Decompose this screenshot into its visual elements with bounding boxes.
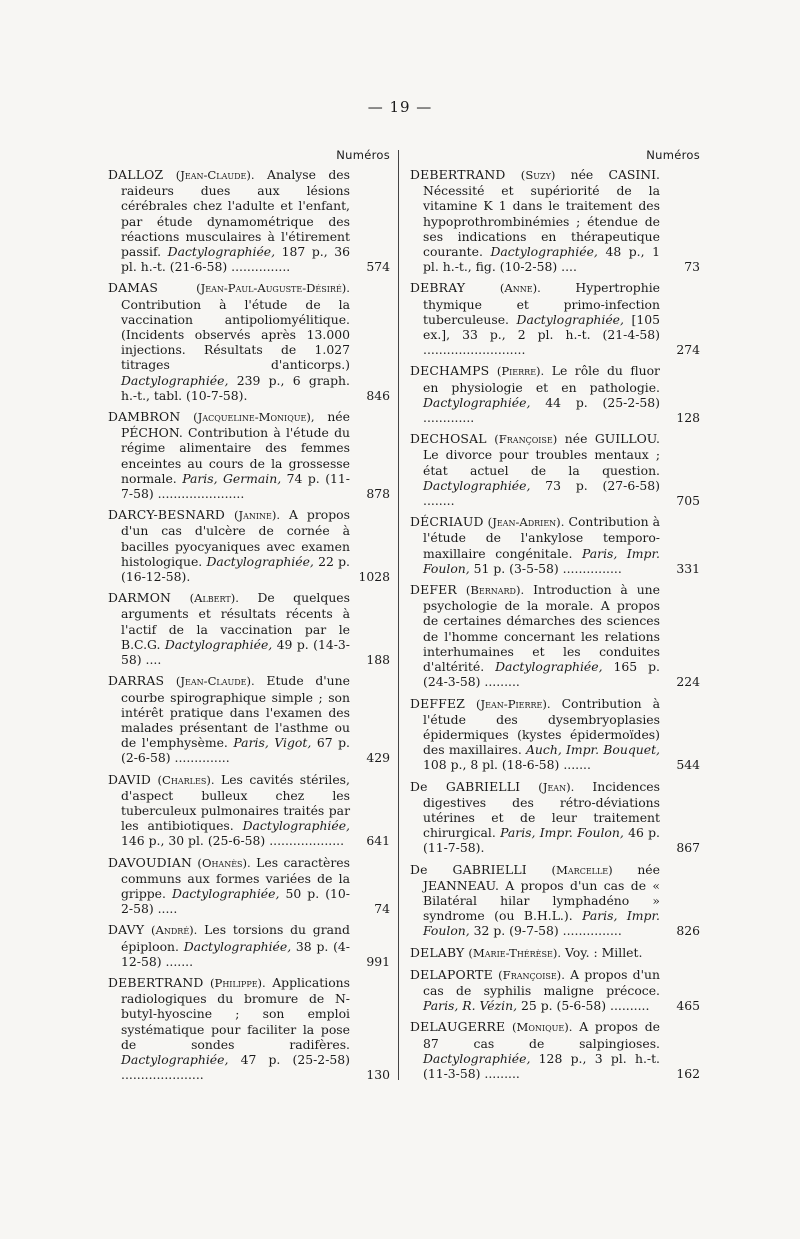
entry-number: 274 <box>676 342 700 358</box>
author-name: DARMON <box>108 590 172 606</box>
entry-publisher: Dactylographiée, <box>423 477 531 493</box>
entry-number: 130 <box>366 1067 390 1083</box>
author-name: DEFER <box>410 582 457 598</box>
index-entry <box>410 1019 700 1081</box>
entry-publisher: Dactylographiée, <box>121 1051 229 1067</box>
entry-details: 49 p. (14-3-58) .... <box>121 636 350 668</box>
entry-number: 867 <box>676 840 700 856</box>
index-entry <box>410 945 700 961</box>
entry-publisher: Paris, Impr. Foulon, <box>423 908 660 939</box>
author-name: DARRAS <box>108 673 165 689</box>
entry-number: 544 <box>676 757 700 773</box>
author-given-name: (Anne). <box>499 281 541 296</box>
entry-text <box>108 409 350 501</box>
entry-publisher: Dactylographiée, <box>164 636 273 652</box>
column-header: Numéros <box>336 148 390 162</box>
author-given-name: (Charles). <box>157 772 215 787</box>
entry-text <box>410 696 660 773</box>
entry-text <box>108 590 350 667</box>
author-given-name: (Pierre). <box>496 364 545 379</box>
entry-number: 991 <box>366 953 390 969</box>
entry-publisher: Dactylographiée, <box>490 244 598 260</box>
author-given-name: (Jean-Pierre). <box>476 696 551 711</box>
entry-title: Contribution à l'étude des dysembryoplasies épidermiques (kystes épidermoïdes) des maxillaires. <box>423 695 660 758</box>
author-name: DAMAS <box>108 280 159 296</box>
entry-details: 50 p. (10-2-58) ..... <box>121 885 350 917</box>
index-entry <box>410 696 700 773</box>
entry-title: Contribution à l'étude de l'ankylose temporo-maxillaire congénitale. <box>423 514 660 561</box>
entry-details: 48 p., 1 pl. h.-t., fig. (10-2-58) .... <box>423 244 660 275</box>
author-given-name: (Albert). <box>189 591 239 606</box>
index-entry <box>108 280 390 403</box>
entry-text <box>108 507 350 584</box>
author-name: DAVOUDIAN <box>108 854 193 870</box>
column-divider <box>398 150 399 1080</box>
page-number: — 19 — <box>367 98 433 116</box>
author-name: DEFFEZ <box>410 695 466 711</box>
author-name: DELAPORTE <box>410 966 493 982</box>
entry-title: A propos de 87 cas de salpingioses. <box>423 1019 660 1051</box>
author-name: DECHAMPS <box>410 363 490 379</box>
author-given-name: (Jean). <box>538 779 575 794</box>
entry-number: 224 <box>676 674 700 690</box>
index-entry <box>410 862 700 939</box>
index-entry <box>410 167 700 274</box>
entry-title: Les torsions du grand épiploon. <box>121 922 350 954</box>
entry-publisher: Dactylographiée, <box>242 818 350 834</box>
entry-text <box>108 280 350 403</box>
author-name: De GABRIELLI <box>410 778 521 794</box>
entry-details: 25 p. (5-6-58) .......... <box>521 998 650 1014</box>
author-name: DAVID <box>108 771 152 787</box>
entry-title: Le rôle du fluor en physiologie et en pathologie. <box>423 363 660 395</box>
entry-publisher: Auch, Impr. Bouquet, <box>525 742 660 758</box>
author-given-name: (Jean-Paul-Auguste-Désiré). <box>196 281 350 296</box>
entry-text <box>108 922 350 969</box>
entry-title: Les cavités stériles, d'aspect bulleux chez les tuberculeux pulmonaires traités par les antibiotiques. <box>121 771 350 834</box>
entry-title: De quelques arguments et résultats récents à l'actif de la vaccination par le B.C.G. <box>121 590 350 652</box>
entry-publisher: Dactylographiée, <box>495 659 603 675</box>
entry-number: 429 <box>366 750 390 766</box>
entry-text <box>410 862 660 939</box>
index-entry <box>108 975 390 1082</box>
entry-text <box>410 167 660 274</box>
author-name: De GABRIELLI <box>410 861 527 877</box>
entry-details: 47 p. (25-2-58) ..................... <box>121 1051 350 1083</box>
entry-title: Etude d'une courbe spirographique simple ; son intérêt pratique dans l'examen des malades présentant de l'asthme ou de l'emphysème. <box>121 673 350 751</box>
column-header: Numéros <box>646 148 700 162</box>
author-given-name: (Marcelle) <box>551 862 613 877</box>
author-given-name: (Françoise) <box>494 432 558 447</box>
entry-text <box>108 855 350 917</box>
entry-publisher: Paris, Impr. Foulon, <box>423 545 660 576</box>
entry-details: 239 p., 6 graph. h.-t., tabl. (10-7-58). <box>121 372 350 403</box>
entry-text <box>410 945 660 961</box>
entry-title: née PÉCHON. Contribution à l'étude du régime alimentaire des femmes enceintes au cours de la grossesse normale. <box>121 409 350 486</box>
entry-number: 74 <box>374 901 390 917</box>
entry-publisher: Dactylographiée, <box>516 311 624 327</box>
entry-title: Les caractères communs aux formes variées de la grippe. <box>121 854 350 901</box>
entry-title: Voy. : Millet. <box>564 944 643 960</box>
author-name: DARCY-BESNARD <box>108 507 225 523</box>
author-name: DAVY <box>108 922 145 938</box>
entry-text <box>108 673 350 765</box>
author-given-name: (Janine). <box>233 508 281 523</box>
entry-number: 162 <box>676 1065 700 1081</box>
author-given-name: (Marie-Thérèse). <box>468 945 562 960</box>
right-column <box>410 148 700 1087</box>
index-entry <box>410 514 700 576</box>
entry-details: 32 p. (9-7-58) ............... <box>473 923 622 939</box>
left-column <box>108 148 390 1088</box>
index-entry <box>108 855 390 917</box>
entry-text <box>410 431 660 508</box>
entry-publisher: Paris, Vigot, <box>233 735 312 751</box>
entry-number: 705 <box>676 493 700 509</box>
index-entry <box>108 590 390 667</box>
index-entry <box>410 967 700 1014</box>
entry-title: Applications radiologiques du bromure de N-butyl-hyoscine ; son emploi systématique pour faciliter la pose de sondes radifères. <box>121 974 350 1052</box>
author-given-name: (Bernard). <box>465 583 525 598</box>
entry-text <box>108 772 350 849</box>
author-name: DELABY <box>410 944 465 960</box>
entry-title: Hypertrophie thymique et primo-infection tuberculeuse. <box>423 280 660 327</box>
entry-publisher: Dactylographiée, <box>423 394 531 410</box>
author-name: DECHOSAL <box>410 431 487 447</box>
entry-number: 878 <box>366 486 390 502</box>
index-entry <box>410 431 700 508</box>
entry-number: 73 <box>684 259 700 275</box>
index-entry <box>108 673 390 765</box>
entry-number: 128 <box>676 410 700 426</box>
entry-publisher: Dactylographiée, <box>172 885 280 901</box>
entry-title: Contribution à l'étude de la vaccination antipoliomyélitique. (Incidents observés après 13.000 injections. Résultats de 1.027 titrages d'anticorps.) <box>121 296 350 373</box>
entry-details: 187 p., 36 pl. h.-t. (21-6-58) ............... <box>121 244 350 275</box>
index-entry <box>108 922 390 969</box>
entry-details: 44 p. (25-2-58) ............. <box>423 394 660 426</box>
author-name: DALLOZ <box>108 167 164 182</box>
entry-details: 38 p. (4-12-58) ....... <box>121 938 350 969</box>
index-entry <box>410 363 700 425</box>
author-given-name: (Monique). <box>512 1020 573 1035</box>
entry-text <box>410 967 660 1014</box>
entry-title: née GUILLOU. Le divorce pour troubles mentaux ; état actuel de la question. <box>423 431 660 478</box>
entry-details: 128 p., 3 pl. h.-t. (11-3-58) ......... <box>423 1050 660 1081</box>
author-given-name: (Françoise). <box>498 967 565 982</box>
entry-publisher: Paris, Germain, <box>182 470 282 486</box>
entry-details: 165 p. (24-3-58) ......... <box>423 659 660 690</box>
index-entry <box>410 582 700 689</box>
author-given-name: (André). <box>150 923 198 938</box>
entry-title: A propos d'un cas d'ulcère de cornée à bacilles pyocyaniques avec examen histologique. <box>121 507 350 569</box>
entry-details: 22 p. (16-12-58). <box>121 553 350 585</box>
entry-number: 641 <box>366 833 390 849</box>
entry-number: 826 <box>676 923 700 939</box>
author-given-name: (Jean-Claude). <box>175 674 255 689</box>
entry-publisher: Paris, R. Vézin, <box>423 998 518 1014</box>
author-name: DELAUGERRE <box>410 1019 506 1035</box>
entry-text <box>108 167 350 274</box>
entry-details: 67 p. (2-6-58) .............. <box>121 735 350 766</box>
entry-number: 465 <box>676 998 700 1014</box>
author-given-name: (Philippe). <box>210 975 266 990</box>
entry-number: 188 <box>366 652 390 668</box>
author-name: DEBERTRAND <box>410 167 506 182</box>
entry-details: 73 p. (27-6-58) ........ <box>423 477 660 509</box>
author-given-name: (Ohanès). <box>197 855 251 870</box>
entry-publisher: Paris, Impr. Foulon, <box>500 825 624 841</box>
entry-publisher: Dactylographiée, <box>183 938 292 954</box>
entry-publisher: Dactylographiée, <box>167 244 276 260</box>
entry-details: [105 ex.], 33 p., 2 pl. h.-t. (21-4-58) .......................... <box>423 311 660 358</box>
entry-text <box>410 582 660 689</box>
entry-publisher: Dactylographiée, <box>206 553 314 569</box>
entry-text <box>410 514 660 576</box>
author-name: DEBERTRAND <box>108 974 204 990</box>
entry-title: A propos d'un cas de syphilis maligne précoce. <box>423 966 660 998</box>
entry-title: Introduction à une psychologie de la morale. A propos de certaines démarches des sciences de l'homme concernant les relations interhumaines et les conduites d'altérité. <box>423 582 660 675</box>
author-given-name: (Jean-Adrien). <box>487 515 565 530</box>
entry-number: 846 <box>366 387 390 403</box>
author-given-name: (Suzy) <box>520 168 556 182</box>
author-name: DÉCRIAUD <box>410 514 484 530</box>
entry-number: 1028 <box>358 569 390 585</box>
index-entry <box>108 772 390 849</box>
index-entry <box>108 409 390 501</box>
entry-number: 331 <box>676 560 700 576</box>
author-name: DAMBRON <box>108 409 181 425</box>
entry-text <box>108 975 350 1082</box>
entry-details: 74 p. (11-7-58) ...................... <box>121 470 350 502</box>
entry-text <box>410 1019 660 1081</box>
entry-details: 51 p. (3-5-58) ............... <box>473 560 622 576</box>
entry-publisher: Dactylographiée, <box>423 1050 531 1066</box>
entry-text <box>410 280 660 357</box>
entry-publisher: Dactylographiée, <box>121 372 229 388</box>
index-entry <box>108 507 390 584</box>
entry-title: Incidences digestives des rétro-déviations utérines et de leur traitement chirurgical. <box>423 778 660 841</box>
entry-details: 108 p., 8 pl. (18-6-58) ....... <box>423 757 591 773</box>
entry-text <box>410 363 660 425</box>
entry-number: 574 <box>366 259 390 275</box>
index-entry <box>410 280 700 357</box>
author-given-name: (Jean-Claude). <box>175 168 255 182</box>
entry-title: née CASINI. Nécessité et supériorité de la vitamine K 1 dans le traitement des hypoprothrombinémies ; étendue de ses indications en thérapeutique courante. <box>423 167 660 260</box>
entry-title: Analyse des raideurs dues aux lésions cérébrales chez l'adulte et l'enfant, par étude dynamométrique des réactions musculaires à l'étirement passif. <box>121 167 350 260</box>
author-given-name: (Jacqueline-Monique), <box>193 410 315 425</box>
entry-details: 146 p., 30 pl. (25-6-58) ................... <box>121 833 345 849</box>
index-entry <box>410 779 700 856</box>
entry-details: 46 p. (11-7-58). <box>423 825 660 856</box>
author-name: DEBRAY <box>410 280 466 296</box>
index-entry <box>108 167 390 274</box>
entry-text <box>410 779 660 856</box>
entry-title: née JEANNEAU. A propos d'un cas de « Bilatéral hilar lymphadéno » syndrome (ou B.H.L.). <box>423 861 660 924</box>
